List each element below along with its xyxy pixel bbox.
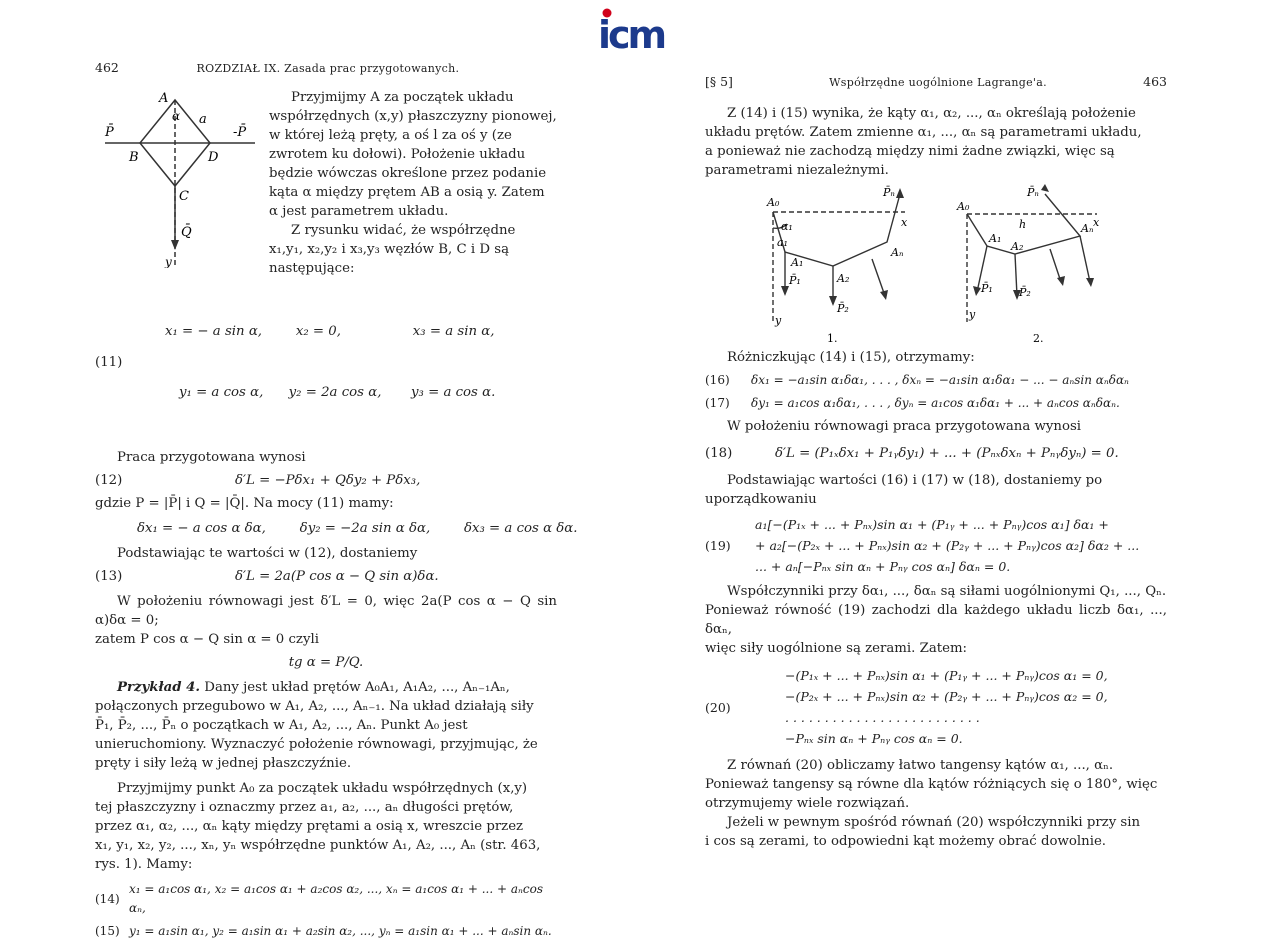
equation-20: (20) −(P₁ₓ + ... + Pₙₓ)sin α₁ + (P₁ᵧ + ... + Pₙᵧ)cos α₁ = 0, −(P₂ₓ + ... + Pₙₓ)sin α₂ + (P₂ᵧ + ... + Pₙᵧ)cos α₂ = 0, . . . . . . . . . . . . . . . . . . . . . . . . . −Pₙₓ sin αₙ + Pₙᵧ cos αₙ = 0. (705, 668, 1108, 746)
przyklad-line3: unieruchomiony. Wyznaczyć położenie równowagi, przyjmując, że (95, 737, 538, 752)
page-number-right: 463 (1143, 74, 1167, 89)
zrown-l2: otrzymujemy wiele rozwiązań. (705, 796, 910, 811)
svg-text:1.: 1. (827, 332, 838, 344)
przyjmijmy-l2: przez α₁, α₂, ..., αₙ kąty między prętami a osią x, wreszcie przez (95, 819, 524, 834)
svg-text:a₁: a₁ (777, 236, 788, 249)
intro-l2: w której leżą pręty, a oś l za oś y (ze (269, 128, 512, 143)
equation-17: (17) δy₁ = a₁cos α₁δα₁, . . . , δyₙ = a₁cos α₁δα₁ + ... + aₙcos αₙδαₙ. (705, 396, 1120, 410)
equation-18: (18) δ′L = (P₁ₓδx₁ + P₁ᵧδy₁) + ... + (Pₙₓδxₙ + Pₙᵧδyₙ) = 0. (705, 446, 1119, 461)
jezeli-l1: i cos są zerami, to odpowiedni kąt możemy obrać dowolnie. (705, 834, 1107, 849)
jezeli-l0: Jeżeli w pewnym spośród równań (20) współczynniki przy sin (727, 815, 1141, 830)
podst-r-l1: uporządkowaniu (705, 492, 817, 507)
svg-text:A₀: A₀ (767, 196, 780, 209)
zrown-l0: Z równań (20) obliczamy łatwo tangensy kątów α₁, ..., αₙ. (727, 758, 1114, 773)
svg-text:h: h (1019, 218, 1027, 231)
svg-text:Q̄: Q̄ (181, 225, 192, 240)
svg-text:a: a (199, 112, 207, 127)
figures-1-2 (705, 184, 1167, 344)
svg-text:A₁: A₁ (989, 232, 1002, 245)
przyjmijmy-l0: Przyjmijmy punkt A₀ za początek układu współrzędnych (x,y) (117, 781, 528, 796)
equation-13: (13) δ′L = 2a(P cos α − Q sin α)δα. (95, 569, 439, 584)
intro2-l0: Z rysunku widać, że współrzędne (291, 223, 516, 238)
right-header (705, 72, 1167, 94)
p1-l2: a ponieważ nie zachodzą między nimi żadne związki, więc są (705, 144, 1115, 159)
equation-12: (12) δ′L = −Pδx₁ + Qδy₂ + Pδx₃, (95, 473, 421, 488)
przyklad-line4: pręty i siły leżą w jednej płaszczyźnie. (95, 756, 352, 771)
rozn-text: Różniczkując (14) i (15), otrzymamy: (727, 350, 975, 365)
page-number: 462 (95, 60, 119, 75)
przyjmijmy-l3: x₁, y₁, x₂, y₂, ..., xₙ, yₙ współrzędne punktów A₁, A₂, ..., Aₙ (str. 463, (95, 838, 541, 853)
running-head-right: Współrzędne uogólnione Lagrange'a. (829, 76, 1047, 89)
left-header (95, 58, 557, 80)
wpol-text: W położeniu równowagi praca przygotowana wynosi (727, 419, 1082, 434)
przyklad-line0: Przykład 4. Dany jest układ prętów A₀A₁, A₁A₂, ..., Aₙ₋₁Aₙ, (117, 680, 510, 695)
intro2-l1: x₁,y₁, x₂,y₂ i x₃,y₃ węzłów B, C i D są (269, 242, 510, 257)
svg-text:x: x (901, 216, 908, 229)
icm-logo (598, 8, 676, 56)
podst-r-l0: Podstawiając wartości (16) i (17) w (18), dostaniemy po (727, 473, 1103, 488)
svg-text:Aₙ: Aₙ (891, 246, 904, 259)
svg-text:y: y (969, 308, 976, 321)
svg-text:A₁: A₁ (791, 256, 804, 269)
przyjmijmy-l1: tej płaszczyzny i oznaczmy przez a₁, a₂, ..., aₙ długości prętów, (95, 800, 514, 815)
equation-tg: tg α = P/Q. (288, 655, 364, 670)
svg-text:P̄₂: P̄₂ (1019, 286, 1031, 299)
equation-delta: δx₁ = − a cos α δα, δy₂ = −2a sin α δα, δx₃ = a cos α δα. (137, 521, 578, 536)
przyklad-line2: P̄₁, P̄₂, ..., P̄ₙ o początkach w A₁, A₂, ..., Aₙ. Punkt A₀ jest (95, 718, 468, 733)
svg-text:A₂: A₂ (1011, 240, 1024, 253)
praca-text: Praca przygotowana wynosi (117, 450, 306, 465)
equation-15: (15) y₁ = a₁sin α₁, y₂ = a₁sin α₁ + a₂sin α₂, ..., yₙ = a₁sin α₁ + ... + aₙsin αₙ. (95, 924, 552, 938)
svg-text:D: D (208, 150, 219, 165)
przyklad-line1: połączonych przegubowo w A₁, A₂, ..., Aₙ₋₁. Na układ działają siły (95, 699, 534, 714)
rown-text-2: zatem P cos α − Q sin α = 0 czyli (95, 632, 319, 647)
gdzie-text: gdzie P = |P̄| i Q = |Q̄|. Na mocy (11) mamy: (95, 496, 394, 511)
svg-text:B: B (129, 150, 139, 165)
equation-14: (14) x₁ = a₁cos α₁, x₂ = a₁cos α₁ + a₂cos α₂, ..., xₙ = a₁cos α₁ + ... + aₙcos αₙ, (95, 882, 543, 915)
left-page (95, 58, 578, 945)
intro-l0: Przyjmijmy A za początek układu (291, 90, 514, 105)
rhombus-figure (95, 88, 265, 268)
intro-l5: kąta α między prętem AB a osią y. Zatem (269, 185, 545, 200)
svg-text:P̄₁: P̄₁ (981, 282, 993, 295)
svg-text:A: A (159, 91, 169, 106)
svg-text:2.: 2. (1033, 332, 1044, 344)
svg-text:icm: icm (598, 13, 665, 56)
equation-11: (11) x₁ = − a sin α, x₂ = 0, x₃ = a sin α, y₁ = a cos α, y₂ = 2a cos α, y₃ = a cos α. (95, 324, 496, 400)
svg-text:P̄ₙ: P̄ₙ (1027, 186, 1039, 199)
intro-l1: współrzędnych (x,y) płaszczyzny pionowej, (269, 109, 557, 124)
svg-text:x: x (1093, 216, 1100, 229)
p1-l0: Z (14) i (15) wynika, że kąty α₁, α₂, ..., αₙ określają położenie (727, 106, 1136, 121)
svg-text:P̄₁: P̄₁ (789, 274, 801, 287)
rown-text-1: W położeniu równowagi jest δ′L = 0, więc 2a(P cos α − Q sin α)δα = 0; (95, 594, 557, 628)
svg-text:P̄: P̄ (105, 125, 114, 140)
intro-l6: α jest parametrem układu. (269, 204, 449, 219)
svg-text:C: C (179, 189, 189, 204)
wspol-l1: Ponieważ równość (19) zachodzi dla każdego układu liczb δα₁, ..., δαₙ, (705, 603, 1167, 637)
svg-text:P̄ₙ: P̄ₙ (883, 186, 895, 199)
wspol-l2: więc siły uogólnione są zerami. Zatem: (705, 641, 968, 656)
p1-l1: układu prętów. Zatem zmienne α₁, ..., αₙ są parametrami układu, (705, 125, 1142, 140)
podst-text: Podstawiając te wartości w (12), dostaniemy (117, 546, 418, 561)
przyjmijmy-l4: rys. 1). Mamy: (95, 857, 193, 872)
p1-l3: parametrami niezależnymi. (705, 163, 889, 178)
right-page (705, 72, 1167, 851)
svg-text:α: α (172, 109, 181, 123)
wspol-l0: Współczynniki przy δα₁, ..., δαₙ są siłami uogólnionymi Q₁, ..., Qₙ. (727, 584, 1167, 599)
intro-l3: zwrotem ku dołowi). Położenie układu (269, 147, 526, 162)
svg-text:A₀: A₀ (957, 200, 970, 213)
intro2-l2: następujące: (269, 261, 355, 276)
svg-text:α₁: α₁ (781, 220, 793, 233)
svg-text:P̄₂: P̄₂ (837, 302, 849, 315)
svg-text:-P̄: -P̄ (233, 125, 247, 140)
equation-16: (16) δx₁ = −a₁sin α₁δα₁, . . . , δxₙ = −a₁sin α₁δα₁ − ... − aₙsin αₙδαₙ (705, 373, 1129, 387)
section-mark: [§ 5] (705, 74, 733, 89)
svg-text:y: y (165, 255, 172, 268)
zrown-l1: Ponieważ tangensy są równe dla kątów różniących się o 180°, więc (705, 777, 1158, 792)
running-head: ROZDZIAŁ IX. Zasada prac przygotowanych. (196, 62, 460, 75)
svg-text:A₂: A₂ (837, 272, 850, 285)
intro-l4: będzie wówczas określone przez podanie (269, 166, 547, 181)
equation-19: (19) a₁[−(P₁ₓ + ... + Pₙₓ)sin α₁ + (P₁ᵧ + ... + Pₙᵧ)cos α₁] δα₁ + + a₂[−(P₂ₓ + ... + Pₙₓ)sin α₂ + (P₂ᵧ + ... + Pₙᵧ)cos α₂] δα₂ + ... ... + aₙ[−Pₙₓ sin αₙ + Pₙᵧ cos αₙ] δαₙ = 0. (705, 517, 1140, 574)
svg-text:y: y (775, 314, 782, 327)
svg-text:Aₙ: Aₙ (1081, 222, 1094, 235)
